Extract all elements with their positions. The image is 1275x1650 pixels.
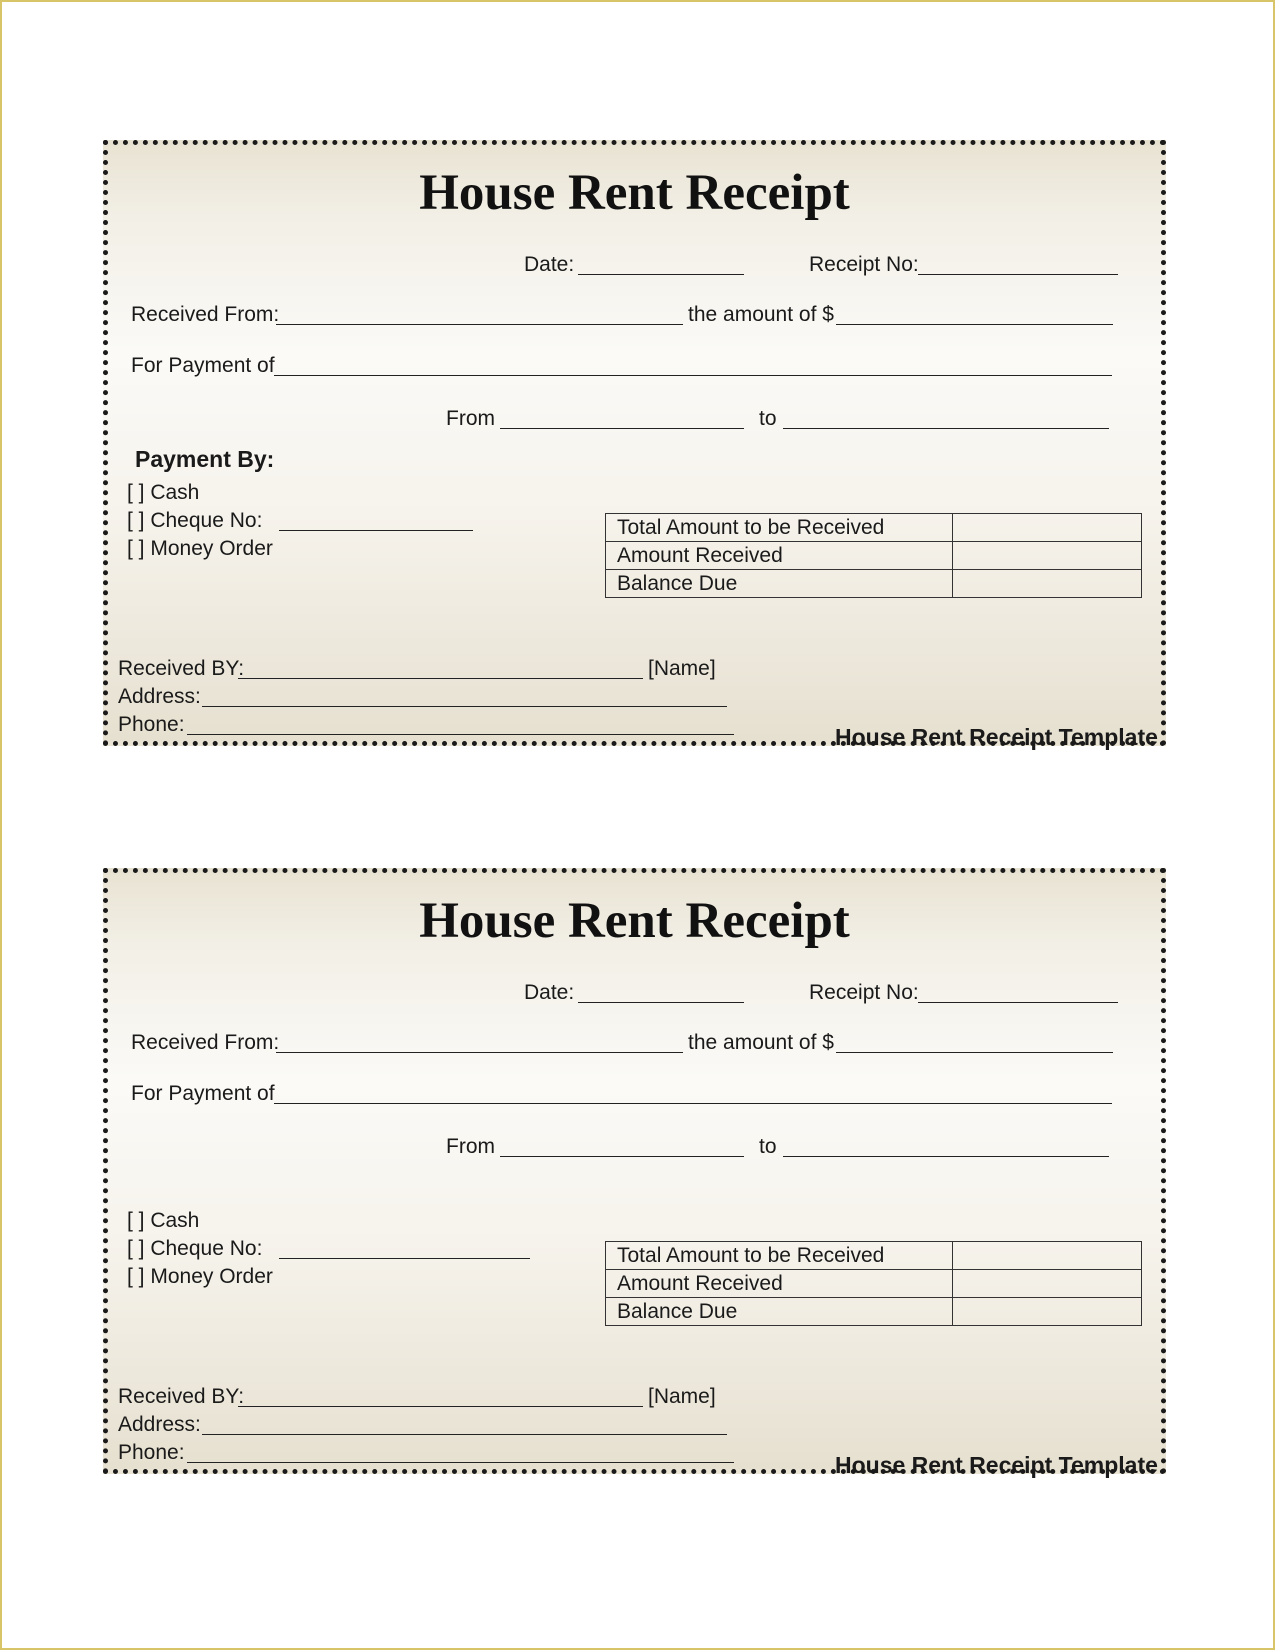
- amount-row-label: Total Amount to be Received: [606, 1242, 953, 1270]
- receipt-no-field[interactable]: [918, 1002, 1118, 1003]
- received-from-label: Received From:: [131, 303, 280, 326]
- total-amount-cell[interactable]: [953, 514, 1142, 542]
- date-label: Date:: [524, 981, 575, 1004]
- address-field[interactable]: [202, 706, 727, 707]
- received-from-field[interactable]: [276, 324, 683, 325]
- balance-due-cell[interactable]: [953, 1298, 1142, 1326]
- date-field[interactable]: [578, 1002, 744, 1003]
- received-by-label: Received BY:: [118, 1385, 245, 1408]
- period-from-field[interactable]: [500, 428, 744, 429]
- for-payment-of-field[interactable]: [274, 375, 1112, 376]
- for-payment-of-label: For Payment of: [131, 1082, 275, 1105]
- template-footer: House Rent Receipt Template: [835, 1452, 1158, 1478]
- name-hint: [Name]: [648, 1385, 716, 1408]
- table-row: [606, 542, 1142, 570]
- amount-field[interactable]: [836, 324, 1113, 325]
- period-from-field[interactable]: [500, 1156, 744, 1157]
- amount-received-cell[interactable]: [953, 542, 1142, 570]
- name-hint: [Name]: [648, 657, 716, 680]
- received-from-label: Received From:: [131, 1031, 280, 1054]
- amounts-table: [605, 513, 1142, 598]
- received-by-label: Received BY:: [118, 657, 245, 680]
- receipt-title: House Rent Receipt: [419, 893, 850, 949]
- table-row: [606, 1270, 1142, 1298]
- template-footer: House Rent Receipt Template: [835, 724, 1158, 750]
- amount-row-label: Amount Received: [606, 542, 953, 570]
- table-row: [606, 1242, 1142, 1270]
- receipt-card-1: [103, 140, 1166, 750]
- amount-label: the amount of $: [688, 303, 834, 326]
- phone-label: Phone:: [118, 1441, 185, 1464]
- receipt-no-label: Receipt No:: [809, 981, 919, 1004]
- receipt-no-field[interactable]: [918, 274, 1118, 275]
- table-row: [606, 514, 1142, 542]
- cash-option[interactable]: [ ] Cash: [127, 1209, 200, 1232]
- amount-row-label: Balance Due: [606, 1298, 953, 1326]
- phone-label: Phone:: [118, 713, 185, 736]
- received-by-field[interactable]: [238, 678, 643, 679]
- amount-row-label: Amount Received: [606, 1270, 953, 1298]
- address-label: Address:: [118, 1413, 201, 1436]
- cash-option[interactable]: [ ] Cash: [127, 481, 200, 504]
- phone-field[interactable]: [187, 1462, 734, 1463]
- period-to-label: to: [759, 1135, 777, 1158]
- payment-by-heading: Payment By:: [135, 446, 275, 472]
- period-from-label: From: [446, 407, 495, 430]
- received-by-field[interactable]: [238, 1406, 643, 1407]
- cheque-no-field[interactable]: [279, 1258, 530, 1259]
- date-label: Date:: [524, 253, 575, 276]
- period-to-field[interactable]: [783, 428, 1109, 429]
- table-row: [606, 570, 1142, 598]
- date-field[interactable]: [578, 274, 744, 275]
- cheque-option[interactable]: [ ] Cheque No:: [127, 1237, 263, 1260]
- cheque-no-field[interactable]: [279, 530, 473, 531]
- period-from-label: From: [446, 1135, 495, 1158]
- address-field[interactable]: [202, 1434, 727, 1435]
- total-amount-cell[interactable]: [953, 1242, 1142, 1270]
- received-from-field[interactable]: [276, 1052, 683, 1053]
- amount-label: the amount of $: [688, 1031, 834, 1054]
- address-label: Address:: [118, 685, 201, 708]
- amount-field[interactable]: [836, 1052, 1113, 1053]
- for-payment-of-field[interactable]: [274, 1103, 1112, 1104]
- period-to-field[interactable]: [783, 1156, 1109, 1157]
- cheque-option[interactable]: [ ] Cheque No:: [127, 509, 263, 532]
- receipt-title: House Rent Receipt: [419, 165, 850, 221]
- money-order-option[interactable]: [ ] Money Order: [127, 537, 273, 560]
- for-payment-of-label: For Payment of: [131, 354, 275, 377]
- table-row: [606, 1298, 1142, 1326]
- phone-field[interactable]: [187, 734, 734, 735]
- money-order-option[interactable]: [ ] Money Order: [127, 1265, 273, 1288]
- period-to-label: to: [759, 407, 777, 430]
- amount-row-label: Total Amount to be Received: [606, 514, 953, 542]
- amounts-table: [605, 1241, 1142, 1326]
- amount-row-label: Balance Due: [606, 570, 953, 598]
- balance-due-cell[interactable]: [953, 570, 1142, 598]
- amount-received-cell[interactable]: [953, 1270, 1142, 1298]
- receipt-card-2: [103, 868, 1166, 1478]
- receipt-no-label: Receipt No:: [809, 253, 919, 276]
